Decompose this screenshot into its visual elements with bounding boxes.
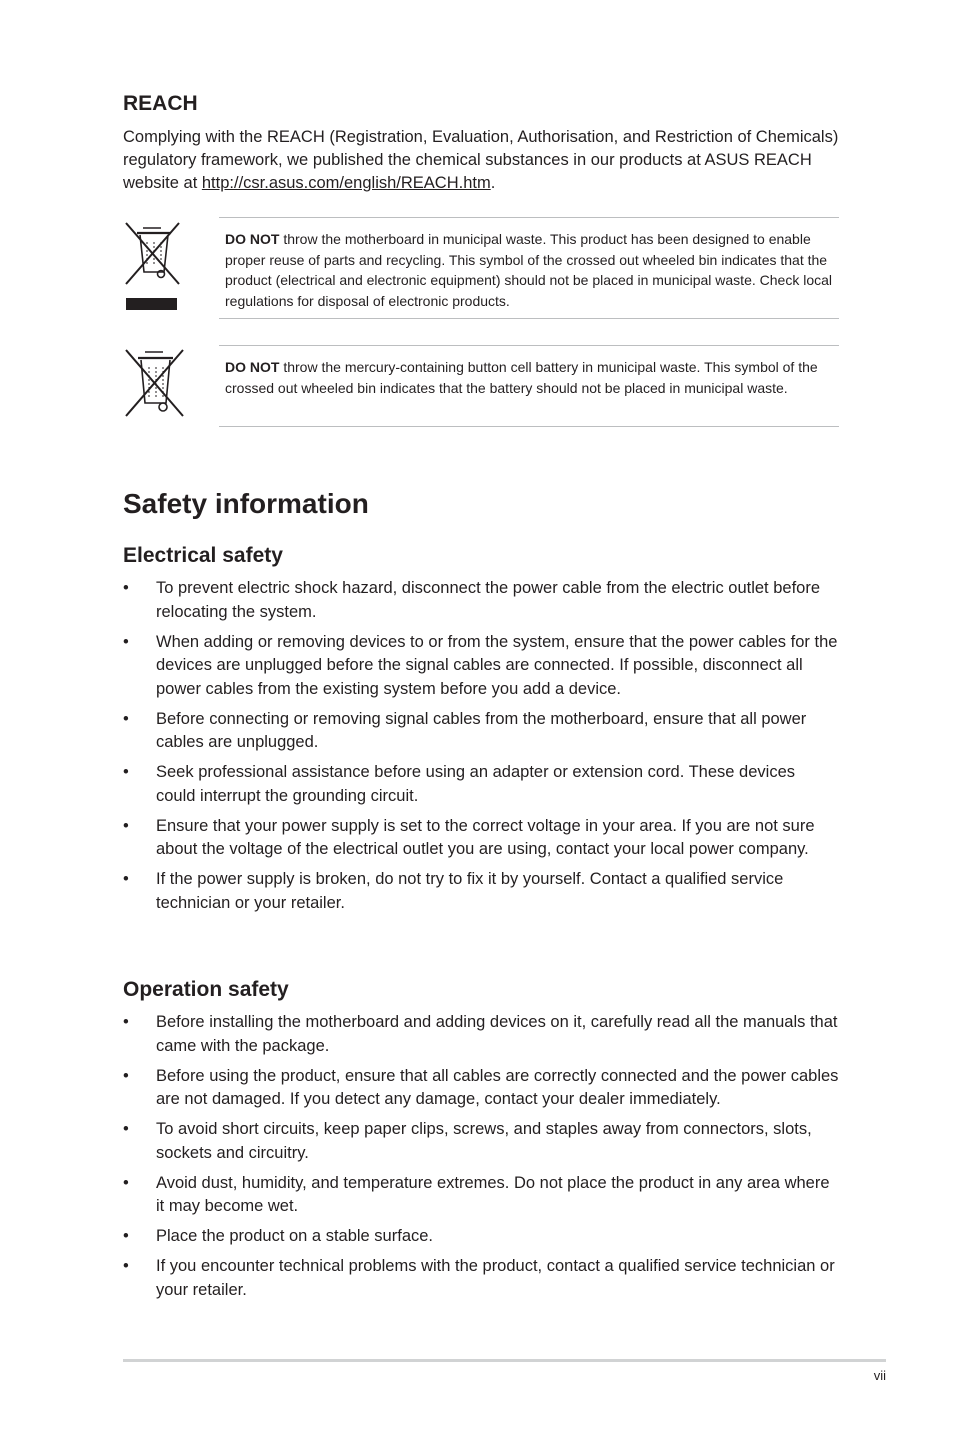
- list-item: [123, 708, 839, 755]
- footer-divider: [123, 1359, 886, 1362]
- list-item-text: To prevent electric shock hazard, disconnect the power cable from the electric outlet before relocating the system.: [156, 579, 821, 621]
- note-body: throw the mercury-containing button cell battery in municipal waste. This symbol of the crossed out wheeled bin indicates that the battery should not be placed in municipal waste.: [225, 359, 818, 396]
- bullet-icon: •: [123, 1066, 129, 1085]
- list-item: [123, 1255, 839, 1302]
- note-text: [219, 218, 839, 321]
- list-item-text: Seek professional assistance before using an adapter or extension cord. These devices could interrupt the grounding circuit.: [156, 763, 795, 805]
- reach-website-link[interactable]: http://csr.asus.com/english/REACH.htm: [201, 174, 491, 192]
- bullet-icon: •: [123, 1227, 129, 1245]
- note-text: [219, 346, 839, 408]
- bullet-icon: •: [123, 579, 129, 597]
- list-item: [123, 1065, 839, 1112]
- list-item: [123, 1172, 839, 1219]
- list-item: [123, 1225, 839, 1249]
- bullet-icon: •: [123, 632, 129, 651]
- operation-safety-heading: Operation safety: [123, 978, 289, 1001]
- crossed-wheeled-bin-battery-icon: [123, 347, 187, 419]
- bullet-icon: •: [123, 1257, 129, 1275]
- list-item: [123, 577, 839, 624]
- bullet-icon: •: [123, 870, 129, 888]
- crossed-wheeled-bin-icon: [123, 220, 183, 312]
- list-item-text: Place the product on a stable surface.: [156, 1227, 434, 1245]
- list-item-text: To avoid short circuits, keep paper clips, screws, and staples away from connectors, slots, sockets and circuitry.: [156, 1120, 812, 1162]
- list-item: [123, 761, 839, 808]
- list-item-text: Before installing the motherboard and adding devices on it, carefully read all the manuals that came with the package.: [156, 1013, 838, 1055]
- bullet-icon: •: [123, 709, 129, 728]
- list-item-text: Ensure that your power supply is set to the correct voltage in your area. If you are not sure about the voltage of the electrical outlet you are using, contact your local power company.: [156, 816, 815, 858]
- list-item-text: Before using the product, ensure that all cables are correctly connected and the power cables are not damaged. If you detect any damage, contact your dealer immediately.: [156, 1066, 839, 1108]
- bullet-icon: •: [123, 816, 129, 835]
- list-item: [123, 868, 839, 915]
- electrical-safety-list: [123, 577, 839, 922]
- safety-information-heading: Safety information: [123, 488, 369, 519]
- list-item: [123, 1118, 839, 1165]
- list-item-text: Before connecting or removing signal cables from the motherboard, ensure that all power cables are unplugged.: [156, 709, 807, 751]
- list-item: [123, 815, 839, 862]
- page-number: vii: [873, 1368, 886, 1383]
- note-body: throw the motherboard in municipal waste. This product has been designed to enable proper reuse of parts and recycling. This symbol of the crossed out wheeled bin indicates that the product (electrical and electronic equipment) should not be placed in municipal waste. Check local regulations for disposal of electronic products.: [225, 231, 832, 309]
- list-item-text: If you encounter technical problems with the product, contact a qualified service technician or your retailer.: [156, 1257, 835, 1299]
- reach-heading: REACH: [123, 92, 198, 115]
- reach-text-end: .: [490, 174, 496, 192]
- list-item: [123, 631, 839, 702]
- bullet-icon: •: [123, 763, 129, 781]
- disposal-note-battery: [219, 345, 839, 427]
- bullet-icon: •: [123, 1120, 129, 1138]
- operation-safety-list: [123, 1011, 839, 1309]
- disposal-note-motherboard: [219, 217, 839, 319]
- list-item-text: Avoid dust, humidity, and temperature extremes. Do not place the product in any area where it may become wet.: [156, 1173, 830, 1215]
- bullet-icon: •: [123, 1173, 129, 1192]
- reach-text: Complying with the REACH (Registration, Evaluation, Authorisation, and Restriction of Chemicals) regulatory framework, we published the chemical substances in our products at ASUS REACH website at: [123, 128, 839, 192]
- list-item: [123, 1011, 839, 1058]
- list-item-text: When adding or removing devices to or from the system, ensure that the power cables for the devices are unplugged before the signal cables are connected. If possible, disconnect all power cables from the existing system before you add a device.: [156, 632, 838, 698]
- electrical-safety-heading: Electrical safety: [123, 544, 283, 567]
- note-bold: DO NOT: [225, 359, 280, 375]
- note-bold: DO NOT: [225, 231, 280, 247]
- list-item-text: If the power supply is broken, do not try to fix it by yourself. Contact a qualified service technician or your retailer.: [156, 870, 784, 912]
- reach-paragraph: [123, 126, 839, 195]
- bullet-icon: •: [123, 1013, 129, 1031]
